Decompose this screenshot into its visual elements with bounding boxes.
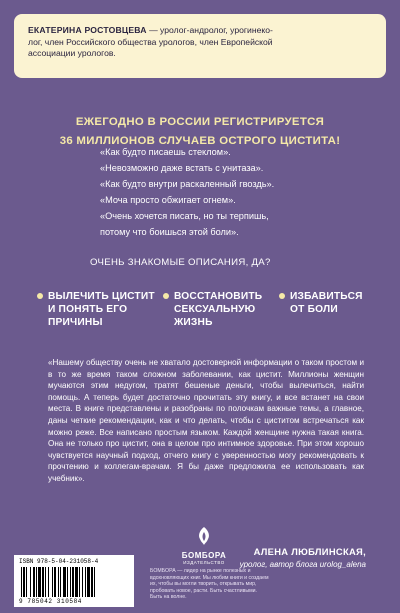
quote-2: «Невозможно даже встать с унитаза». [100, 163, 264, 173]
quote-5: «Очень хочется писать, но ты терпишь, [100, 211, 269, 221]
author-name: ЕКАТЕРИНА РОСТОВЦЕВА [28, 25, 147, 35]
publisher-logo [164, 526, 244, 565]
reviewer-role: уролог, автор блога urolog_alena [239, 560, 366, 569]
author-description-1: — уролог-андролог, урогинеко- [149, 25, 273, 35]
quote-4: «Моча просто обжигает огнем». [100, 195, 236, 205]
review-text: «Нашему обществу очень не хватало достоверной информации о таком простом и в то же время таком сложном заболевании, как цистит. Миллионы женщин мучаются этим недугом, тратят бешеные деньги, чтобы вылечиться, найти помощь. А теперь будет достаточно прочитать эту книгу, и все встанет на свои места. В книге представлены и разобраны по полочкам важные темы, а главное, даны четкие рекомендации, как и что делать, чтобы с циститом встречаться как можно реже. Все написано простым языком. Каждой женщине нужна такая книга. Она не только про цистит, она в целом про интимное здоровье. При этом хорошо чувствуется научный подход, отчего книгу с уверенностью могу рекомендовать к прочтению и коллегам-врачам. Я бы даже предложила ее использовать как учебник». [48, 358, 364, 483]
goal-1-line-2: И ПОНЯТЬ ЕГО [48, 304, 128, 315]
reviewer-name: АЛЕНА ЛЮБЛИНСКАЯ, [253, 546, 366, 557]
bullet-dot-icon [163, 293, 169, 299]
goal-3-line-2: ОТ БОЛИ [290, 304, 338, 315]
barcode-box [14, 555, 134, 607]
quote-6: потому что боишься этой боли». [100, 227, 239, 237]
publisher-subtitle: ИЗДАТЕЛЬСТВО [183, 560, 225, 565]
quote-3: «Как будто внутри раскаленный гвоздь». [100, 179, 275, 189]
bullet-dot-icon [37, 293, 43, 299]
publisher-name: БОМБОРА [181, 551, 227, 560]
known-descriptions: ОЧЕНЬ ЗНАКОМЫЕ ОПИСАНИЯ, ДА? [90, 257, 271, 268]
author-description-3: ассоциации урологов. [28, 48, 116, 58]
goal-1-line-1: ВЫЛЕЧИТЬ ЦИСТИТ [48, 291, 155, 302]
goal-2 [174, 290, 262, 329]
review-signature [240, 546, 366, 569]
goal-1-line-3: ПРИЧИНЫ [48, 317, 103, 328]
goal-1 [48, 290, 155, 329]
goal-2-line-2: СЕКСУАЛЬНУЮ [174, 304, 256, 315]
author-description-2: лог, член Российского общества урологов, член Европейской [28, 36, 273, 47]
quotes-list [100, 144, 340, 240]
publisher-description: БОМБОРА — лидер на рынке полезных и вдохновляющих книг. Мы любим книги и создаем их, чтобы вы могли творить, открывать мир, пробовать новое, расти. Быть счастливыми. Быть на волне. [150, 568, 269, 601]
quote-1: «Как будто писаешь стеклом». [100, 147, 231, 157]
goal-3 [290, 290, 363, 316]
isbn-text: ISBN 978-5-04-231058-4 [19, 558, 99, 565]
headline-line-1: ЕЖЕГОДНО В РОССИИ РЕГИСТРИРУЕТСЯ [75, 116, 325, 128]
goal-3-line-1: ИЗБАВИТЬСЯ [290, 291, 363, 302]
bullet-dot-icon [279, 293, 285, 299]
goal-2-line-1: ВОССТАНОВИТЬ [174, 291, 263, 302]
barcode-number: 9 785042 310584 [19, 598, 83, 605]
author-bio-box [14, 14, 386, 78]
goal-2-line-3: ЖИЗНЬ [174, 317, 213, 328]
bombora-logo-icon [194, 526, 214, 546]
headline-line-2: 36 МИЛЛИОНОВ СЛУЧАЕВ ОСТРОГО ЦИСТИТА! [59, 135, 341, 147]
barcode-icon [19, 567, 129, 597]
